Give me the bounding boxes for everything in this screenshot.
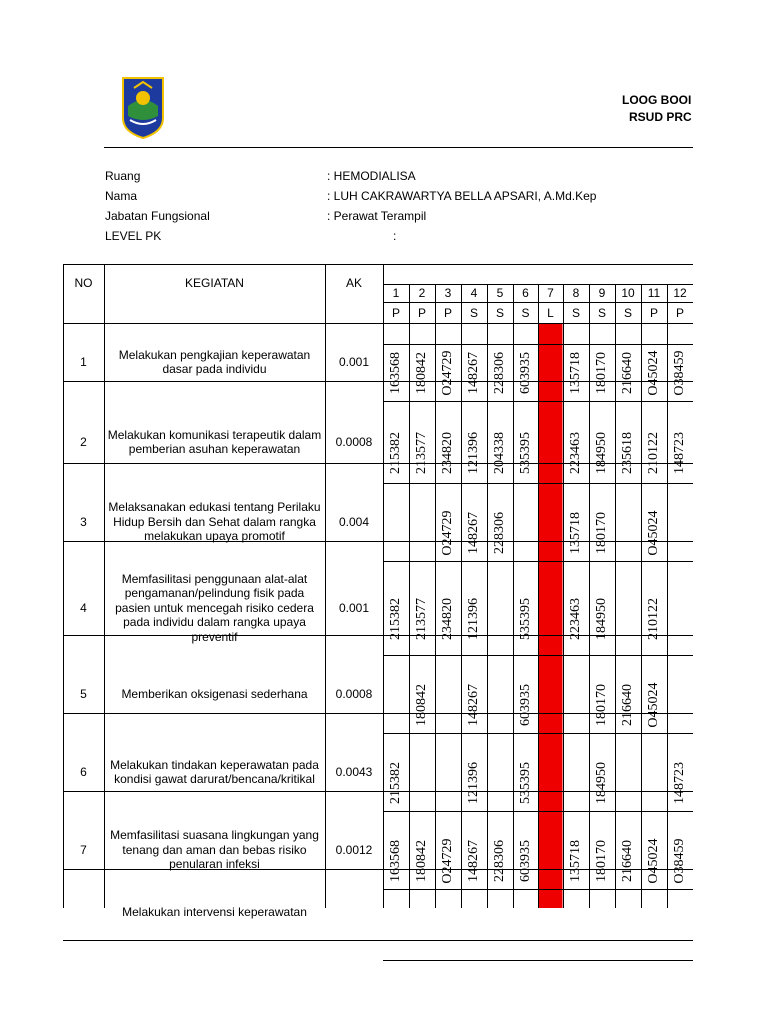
shift-code: S (597, 305, 606, 320)
day-number: 11 (647, 286, 661, 300)
credit-value: 0.0012 (335, 842, 373, 857)
header-title-line2: RSUD PRC (629, 110, 692, 124)
row-number: 2 (80, 434, 87, 449)
patient-code: 180170 (594, 511, 609, 554)
patient-code: 228306 (492, 511, 507, 554)
patient-code: 121396 (466, 597, 481, 640)
patient-code: 184950 (594, 597, 609, 640)
info-label-nama: Nama (105, 189, 138, 203)
activity-description: Memberikan oksigenasi sederhana (121, 686, 308, 701)
activity-description: Melakukan komunikasi terapeutik dalam pemberian asuhan keperawatan (107, 427, 322, 456)
patient-code: O38459 (672, 349, 687, 396)
patient-code: 135718 (568, 511, 583, 554)
patient-code: 210122 (646, 597, 661, 640)
patient-code: 603935 (517, 839, 533, 882)
patient-code: 180842 (414, 351, 429, 394)
shift-code: S (495, 305, 504, 320)
day-number: 4 (470, 286, 478, 300)
patient-code: 180170 (594, 839, 609, 882)
day-number: 9 (598, 286, 606, 300)
patient-code: 228306 (492, 839, 507, 882)
activity-description: Melaksanakan edukasi tentang Perilaku Hidup Bersih dan Sehat dalam rangka melakukan upaya promotif (108, 500, 321, 544)
activity-description: Memfasilitasi suasana lingkungan yang tenang dan aman dan bebas risiko penularan infeksi (110, 828, 319, 872)
patient-code: 603935 (517, 683, 533, 726)
patient-code: 148267 (466, 839, 481, 882)
patient-code: 148723 (672, 431, 687, 474)
patient-code: 234820 (440, 431, 455, 474)
activity-description: Memfasilitasi penggunaan alat-alat pengamanan/pelindung fisik pada pasien untuk mencegah risiko cedera pada individu dalam rangka upaya preventif (115, 571, 314, 644)
info-value-level-pk: : (393, 229, 397, 243)
patient-code: O24729 (440, 509, 455, 556)
patient-code: O45024 (646, 349, 661, 396)
day-number: 10 (621, 286, 635, 300)
patient-code: 180170 (594, 683, 609, 726)
info-value-nama: : LUH CAKRAWARTYA BELLA APSARI, A.Md.Kep (327, 189, 597, 203)
patient-code: O45024 (646, 681, 661, 728)
day-number: 2 (418, 286, 426, 300)
header-kegiatan: KEGIATAN (185, 276, 244, 290)
patient-code: 148723 (672, 761, 687, 804)
shift-code: L (547, 305, 554, 320)
patient-code: 223463 (568, 431, 583, 474)
patient-code: 204338 (492, 431, 507, 474)
shift-code: P (675, 305, 684, 320)
patient-code: 180842 (414, 839, 429, 882)
patient-code: O24729 (440, 837, 455, 884)
credit-value: 0.0008 (335, 434, 373, 449)
patient-code: 535395 (517, 761, 533, 804)
credit-value: 0.0008 (335, 686, 373, 701)
patient-code: 535395 (517, 431, 533, 474)
patient-code: 216640 (620, 683, 635, 726)
row-number: 1 (80, 354, 87, 369)
shift-code: S (469, 305, 478, 320)
patient-code: 148267 (466, 683, 481, 726)
holiday-column-fill (539, 323, 563, 908)
patient-code: 213577 (414, 597, 429, 640)
activity-description: Melakukan pengkajian keperawatan dasar pada individu (118, 347, 311, 376)
patient-code: 135718 (568, 351, 583, 394)
day-number: 6 (522, 286, 529, 300)
credit-value: 0.001 (338, 354, 370, 369)
patient-code: 148267 (466, 351, 481, 394)
patient-code: 163568 (388, 351, 403, 394)
row-number: 6 (80, 764, 87, 779)
header-no: NO (74, 276, 93, 290)
patient-code: 121396 (466, 761, 481, 804)
patient-code: 215382 (388, 597, 403, 640)
day-number: 8 (572, 286, 580, 300)
info-label-ruang: Ruang (105, 169, 141, 183)
header-ak: AK (345, 276, 362, 290)
day-number: 5 (496, 286, 504, 300)
info-label-jabatan: Jabatan Fungsional (105, 209, 210, 223)
patient-code: 148267 (466, 511, 481, 554)
patient-code: 180170 (594, 351, 609, 394)
shift-code: S (623, 305, 632, 320)
activity-description: Melakukan intervensi keperawatan (122, 905, 307, 919)
patient-code: 215382 (388, 761, 403, 804)
patient-code: 180842 (414, 683, 429, 726)
patient-code: 213577 (414, 431, 429, 474)
patient-code: 215382 (388, 431, 403, 474)
day-number: 7 (547, 286, 554, 300)
day-number: 12 (673, 286, 687, 300)
row-number: 4 (80, 600, 87, 615)
patient-code: 234820 (440, 597, 455, 640)
patient-code: O24729 (440, 349, 455, 396)
row-number: 7 (80, 842, 87, 857)
day-number: 1 (392, 286, 400, 300)
patient-code: 535395 (517, 597, 533, 640)
shift-code: S (521, 305, 530, 320)
shift-code: P (417, 305, 426, 320)
credit-value: 0.001 (338, 600, 370, 615)
patient-code: 216640 (620, 839, 635, 882)
row-number: 3 (80, 514, 87, 529)
patient-code: 210122 (646, 431, 661, 474)
day-number: 3 (444, 286, 452, 300)
info-value-ruang: : HEMODIALISA (327, 169, 416, 183)
info-label-level-pk: LEVEL PK (105, 229, 162, 243)
patient-code: 163568 (388, 839, 403, 882)
patient-code: O45024 (646, 509, 661, 556)
shift-code: P (391, 305, 400, 320)
shift-code: P (443, 305, 452, 320)
shift-code: S (571, 305, 580, 320)
header-title-line1: LOOG BOOI (622, 93, 692, 107)
row-number: 5 (80, 686, 87, 701)
patient-code: O38459 (672, 837, 687, 884)
patient-code: 216640 (620, 351, 635, 394)
row-number (63, 889, 104, 960)
activity-description: Melakukan tindakan keperawatan pada kondisi gawat darurat/bencana/kritikal (110, 757, 319, 786)
shift-code: P (649, 305, 658, 320)
patient-code: 121396 (466, 431, 481, 474)
patient-code: O45024 (646, 837, 661, 884)
patient-code: 223463 (568, 597, 583, 640)
info-value-jabatan: : Perawat Terampil (327, 209, 427, 223)
patient-code: 235618 (620, 431, 635, 474)
patient-code: 603935 (517, 351, 533, 394)
credit-value: 0.0043 (335, 764, 373, 779)
patient-code: 135718 (568, 839, 583, 882)
patient-code: 184950 (594, 761, 609, 804)
patient-code: 184950 (594, 431, 609, 474)
credit-value (325, 889, 383, 960)
credit-value: 0.004 (338, 514, 370, 529)
patient-code: 228306 (492, 351, 507, 394)
